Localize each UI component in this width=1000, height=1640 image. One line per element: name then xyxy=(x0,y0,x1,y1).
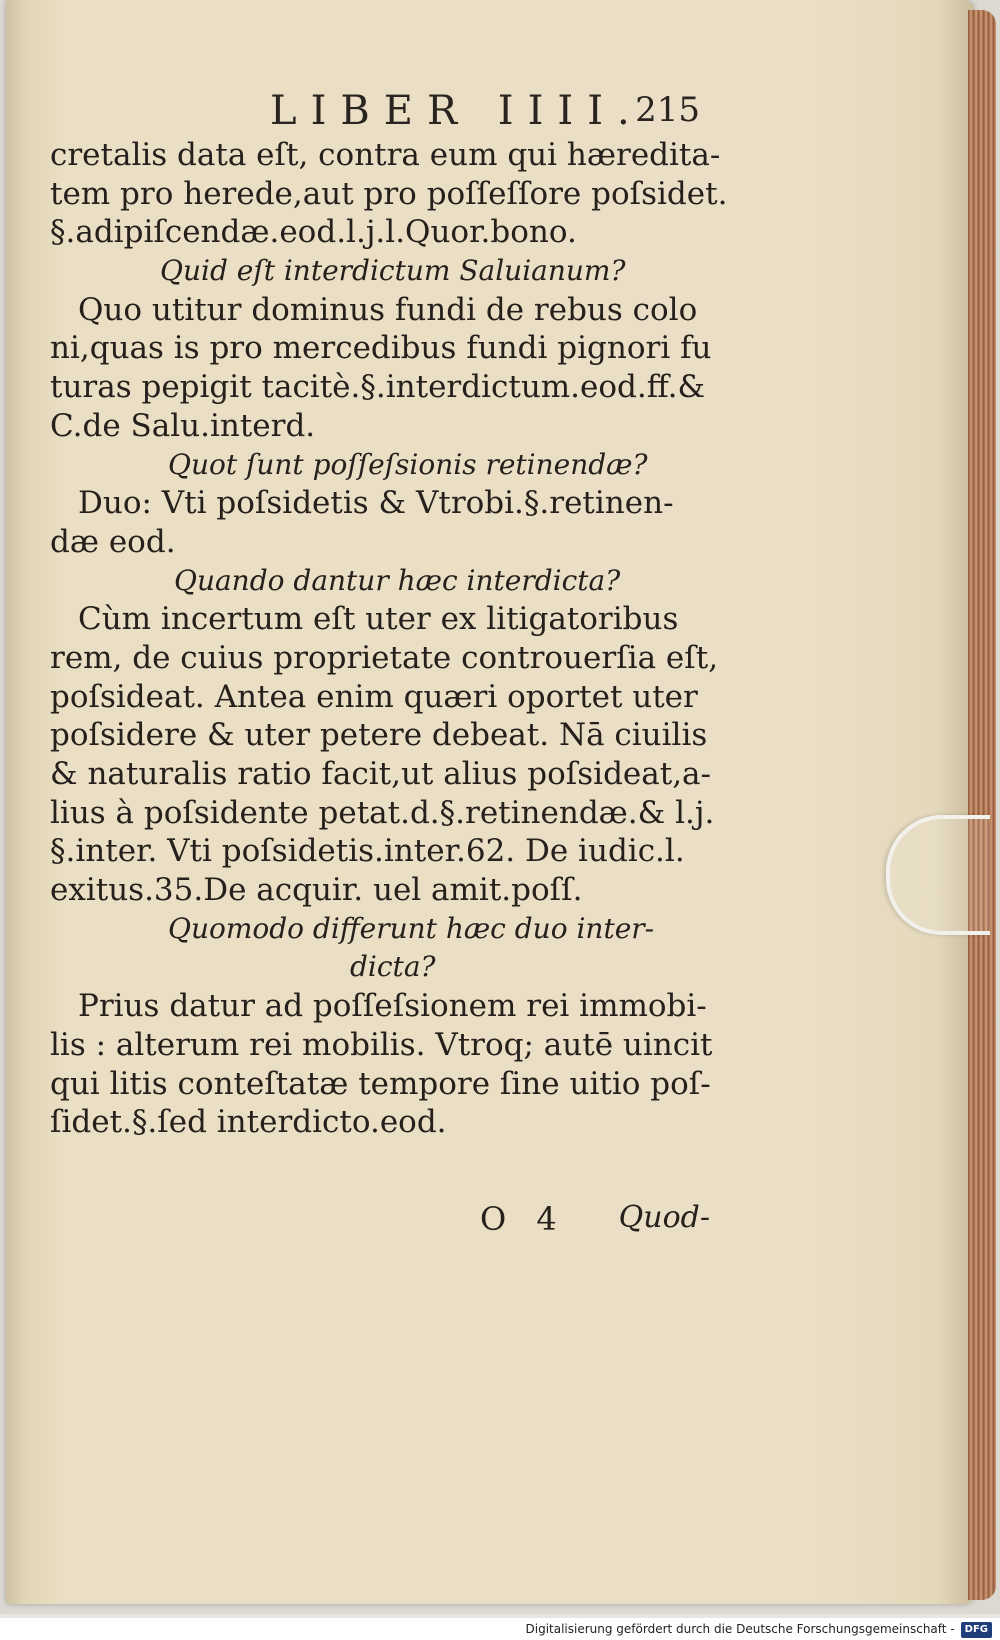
text-line: tem pro herede,aut pro poſſeſſore poſsidet. xyxy=(50,175,728,212)
text-line: poſsidere & uter petere debeat. Nā ciuilis xyxy=(50,717,708,754)
text-line: Cùm incertum eſt uter ex litigatoribus xyxy=(78,601,679,638)
text-line: Quo utitur dominus fundi de rebus colo xyxy=(78,291,698,328)
question-heading: Quomodo differunt hæc duo inter- xyxy=(168,911,655,945)
text-line: cretalis data eſt, contra eum qui hæredita- xyxy=(50,137,721,173)
text-line: lius à poſsidente petat.d.§.retinendæ.& l.j. xyxy=(50,794,715,831)
running-title: LIBER IIII. xyxy=(270,88,644,134)
text-line: ni,quas is pro mercedibus fundi pignori fu xyxy=(50,330,712,367)
text-line: dæ eod. xyxy=(50,523,176,560)
page-header xyxy=(270,88,700,138)
question-heading: Quot ſunt poſſeſsionis retinendæ? xyxy=(168,447,648,481)
text-line: §.inter. Vti poſsidetis.inter.62. De iudic.l. xyxy=(50,833,685,870)
text-line: poſsideat. Antea enim quæri oportet uter xyxy=(50,678,698,715)
text-line: §.adipiſcendæ.eod.l.j.l.Quor.bono. xyxy=(50,214,577,251)
text-line: C.de Salu.interd. xyxy=(50,407,316,444)
credit-text: Digitalisierung gefördert durch die Deutsche Forschungsgemeinschaft - xyxy=(525,1622,955,1636)
page-number: 215 xyxy=(635,90,700,130)
text-line: ſidet.§.ſed interdicto.eod. xyxy=(50,1104,447,1141)
text-block xyxy=(50,136,728,1142)
text-line: & naturalis ratio facit,ut alius poſsideat,a- xyxy=(50,756,712,792)
credit-bar xyxy=(0,1618,1000,1640)
signature-mark: O 4 xyxy=(480,1200,567,1238)
text-line: exitus.35.De acquir. uel amit.poſſ. xyxy=(50,872,583,909)
text-line: qui litis conteſtatæ tempore ſine uitio poſ- xyxy=(50,1065,711,1102)
question-heading: Quando dantur hæc interdicta? xyxy=(174,563,621,597)
text-line: rem, de cuius proprietate controuerſia eſt, xyxy=(50,639,719,676)
dfg-logo: DFG xyxy=(961,1622,992,1638)
text-line: turas pepigit tacitè.§.interdictum.eod.ff.& xyxy=(50,369,706,406)
text-line: lis : alterum rei mobilis. Vtroq; autē uincit xyxy=(50,1026,713,1063)
page-footer xyxy=(480,1200,710,1240)
text-line: Duo: Vti poſsidetis & Vtrobi.§.retinen- xyxy=(78,485,674,522)
catchword: Quod- xyxy=(618,1200,710,1235)
page-edge xyxy=(968,10,996,1600)
question-heading: Quid eſt interdictum Saluianum? xyxy=(160,254,626,288)
text-line: Prius datur ad poſſeſsionem rei immobi- xyxy=(78,988,707,1025)
question-heading: dicta? xyxy=(350,950,436,984)
page-clip xyxy=(886,815,990,935)
